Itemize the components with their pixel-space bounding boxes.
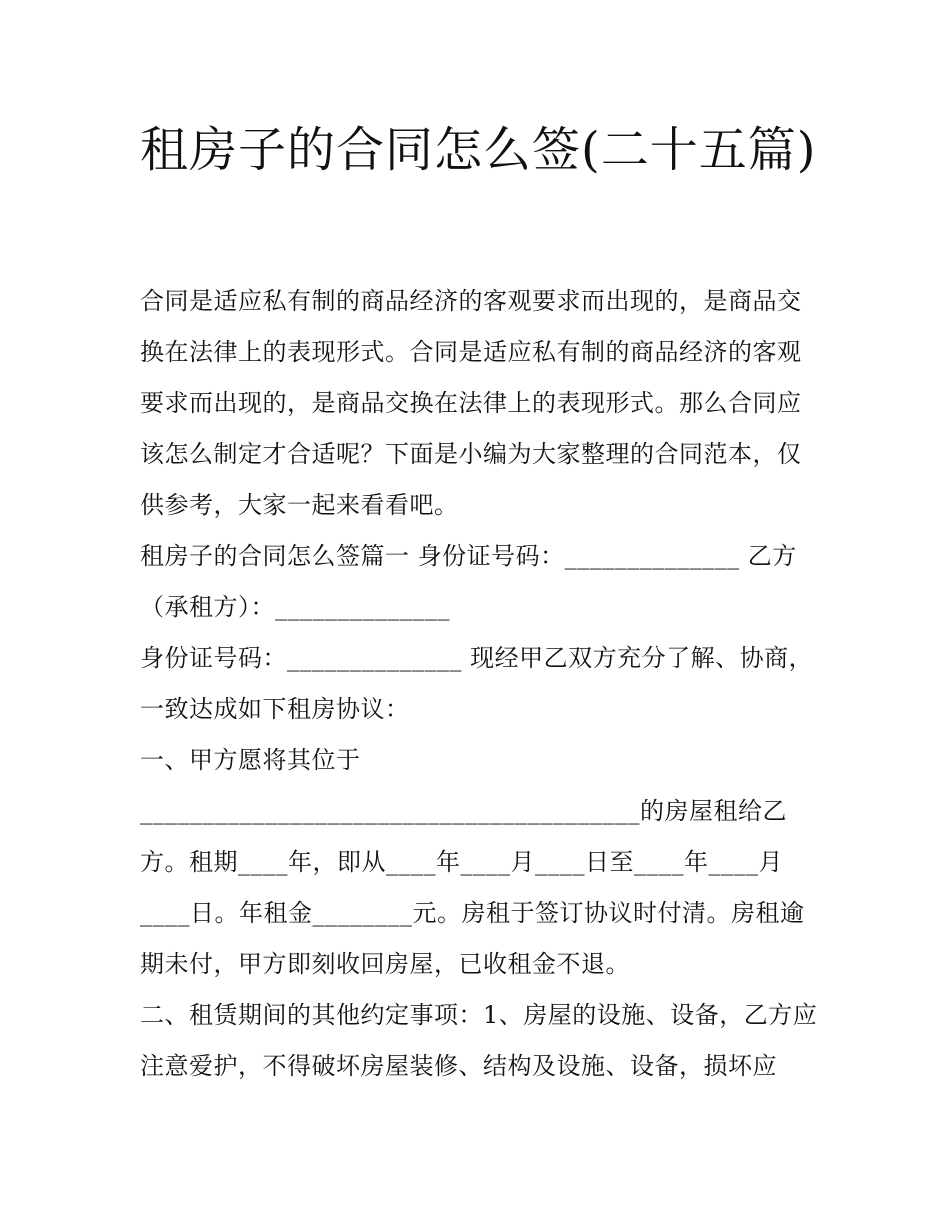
- clause-two-paragraph: 二、租赁期间的其他约定事项：1、房屋的设施、设备，乙方应注意爱护，不得破坏房屋装修、结构及设施、设备，损坏应: [140, 1001, 818, 1080]
- intro-paragraph: 合同是适应私有制的商品经济的客观要求而出现的，是商品交换在法律上的表现形式。合同是适应私有制的商品经济的客观要求而出现的，是商品交换在法律上的表现形式。那么合同应该怎么制定才合适呢？下面是小编为大家整理的合同范本，仅供参考，大家一起来看看吧。: [140, 287, 802, 519]
- document-body: [140, 276, 820, 1092]
- id-number-paragraph: 身份证号码：______________ 现经甲乙双方充分了解、协商，一致达成如下租房协议：: [140, 644, 814, 723]
- document-title: 租房子的合同怎么签(二十五篇): [140, 122, 817, 178]
- clause-one-paragraph: ________________________________________的房屋租给乙方。租期____年，即从____年____月____日至____年____月____日。年租金________元。房租于签订协议时付清。房租逾期未付，甲方即刻收回房屋，已收租金不退。: [140, 797, 805, 978]
- clause-one-heading: 一、甲方愿将其位于: [140, 746, 361, 774]
- party-info-paragraph: 租房子的合同怎么签篇一 身份证号码：______________ 乙方（承租方）：______________: [140, 542, 797, 621]
